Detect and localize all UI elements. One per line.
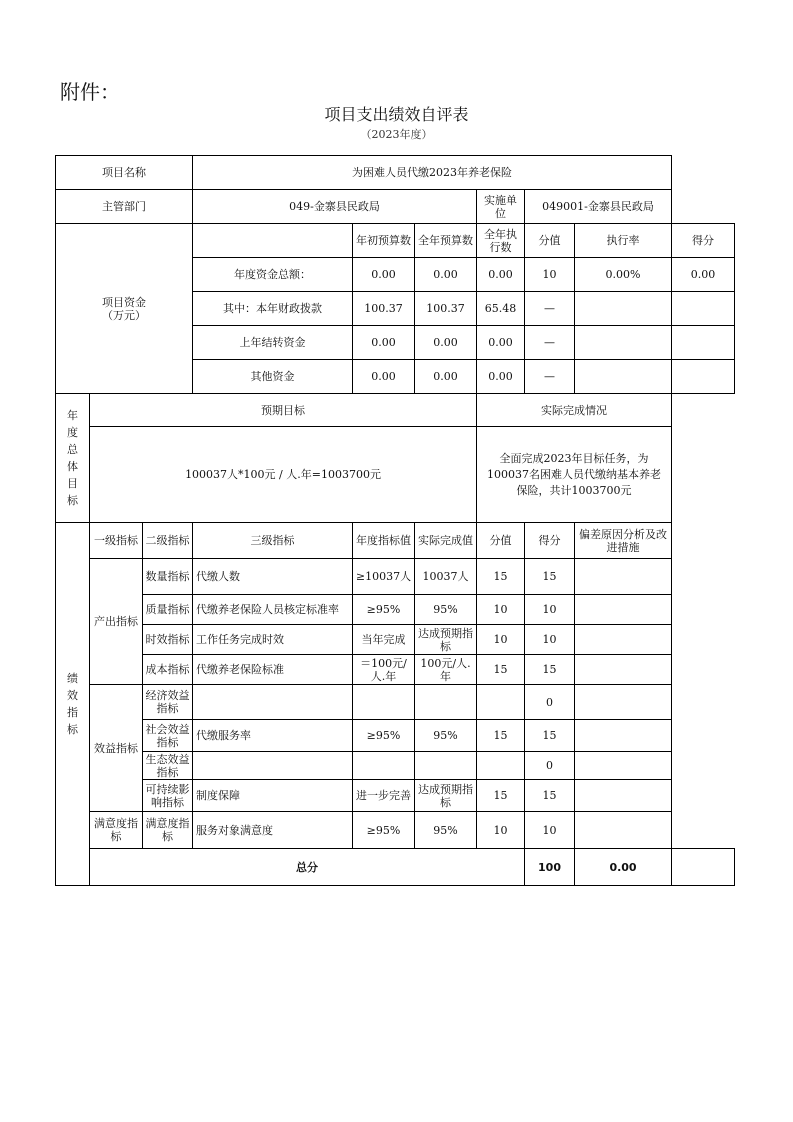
perf-note	[575, 752, 672, 780]
perf-note	[575, 559, 672, 595]
funds-label-line1: 项目资金	[102, 295, 146, 309]
funds-rate	[575, 360, 672, 394]
perf-score: 15	[525, 720, 575, 752]
perf-header-note: 偏差原因分析及改进措施	[575, 523, 672, 559]
perf-level2: 社会效益指标	[143, 720, 193, 752]
perf-note	[575, 655, 672, 685]
perf-score: 10	[525, 625, 575, 655]
funds-initial: 100.37	[353, 292, 415, 326]
perf-actual: 95%	[415, 812, 477, 849]
perf-level3	[193, 752, 353, 780]
perf-score-value: 15	[477, 655, 525, 685]
perf-header-actual: 实际完成值	[415, 523, 477, 559]
perf-header-level3: 三级指标	[193, 523, 353, 559]
perf-actual	[415, 752, 477, 780]
goals-label	[56, 394, 90, 523]
actual-goal: 全面完成2023年目标任务，为100037名困难人员代缴纳基本养老保险，共计1003700元	[477, 427, 672, 523]
funds-score-value: —	[525, 292, 575, 326]
perf-note	[575, 685, 672, 720]
perf-score-value: 10	[477, 595, 525, 625]
perf-header-level1: 一级指标	[90, 523, 143, 559]
total-note	[672, 849, 735, 886]
perf-level3	[193, 685, 353, 720]
funds-row-label: 年度资金总额：	[193, 258, 353, 292]
perf-level2: 数量指标	[143, 559, 193, 595]
funds-score-value: —	[525, 326, 575, 360]
performance-label-text: 绩效指标	[67, 672, 78, 736]
perf-note	[575, 812, 672, 849]
funds-header-score: 得分	[672, 224, 735, 258]
perf-actual: 95%	[415, 720, 477, 752]
perf-level3: 代缴人数	[193, 559, 353, 595]
perf-score: 10	[525, 812, 575, 849]
perf-score-value: 10	[477, 625, 525, 655]
perf-header-target: 年度指标值	[353, 523, 415, 559]
perf-score: 15	[525, 780, 575, 812]
level1-benefit: 效益指标	[90, 685, 143, 812]
perf-header-score: 得分	[525, 523, 575, 559]
perf-score-value	[477, 752, 525, 780]
perf-level2: 满意度指标	[143, 812, 193, 849]
unit-label: 实施单位	[477, 190, 525, 224]
perf-score-value: 15	[477, 720, 525, 752]
funds-header-annual: 全年预算数	[415, 224, 477, 258]
funds-annual: 0.00	[415, 326, 477, 360]
funds-score	[672, 360, 735, 394]
perf-level2: 可持续影响指标	[143, 780, 193, 812]
funds-score	[672, 326, 735, 360]
year-subtitle: （2023年度）	[360, 128, 433, 141]
perf-target: ≥95%	[353, 595, 415, 625]
expected-goal: 100037人*100元 / 人.年=1003700元	[90, 427, 477, 523]
perf-target: 当年完成	[353, 625, 415, 655]
actual-goal-label: 实际完成情况	[477, 394, 672, 427]
perf-score-value: 15	[477, 780, 525, 812]
funds-header-rate: 执行率	[575, 224, 672, 258]
perf-level3: 代缴养老保险人员核定标准率	[193, 595, 353, 625]
funds-score: 0.00	[672, 258, 735, 292]
funds-initial: 0.00	[353, 258, 415, 292]
attachment-label: 附件：	[60, 80, 120, 104]
perf-level3: 工作任务完成时效	[193, 625, 353, 655]
funds-score-value: —	[525, 360, 575, 394]
funds-executed: 0.00	[477, 326, 525, 360]
perf-level2: 成本指标	[143, 655, 193, 685]
funds-row-label: 其中：本年财政拨款	[193, 292, 353, 326]
perf-target: ≥95%	[353, 812, 415, 849]
total-score-value: 100	[525, 849, 575, 886]
level1-output: 产出指标	[90, 559, 143, 685]
funds-score-value: 10	[525, 258, 575, 292]
perf-score: 15	[525, 559, 575, 595]
perf-level2: 质量指标	[143, 595, 193, 625]
perf-target	[353, 752, 415, 780]
perf-score-value	[477, 685, 525, 720]
perf-score: 10	[525, 595, 575, 625]
perf-level3: 制度保障	[193, 780, 353, 812]
funds-header-blank	[193, 224, 353, 258]
dept-value: 049-金寨县民政局	[193, 190, 477, 224]
funds-initial: 0.00	[353, 360, 415, 394]
perf-note	[575, 780, 672, 812]
funds-header-executed: 全年执行数	[477, 224, 525, 258]
perf-target	[353, 685, 415, 720]
funds-label	[56, 224, 193, 394]
perf-actual	[415, 685, 477, 720]
perf-header-score-value: 分值	[477, 523, 525, 559]
perf-target: ＝100元/人.年	[353, 655, 415, 685]
funds-annual: 0.00	[415, 258, 477, 292]
perf-score: 0	[525, 752, 575, 780]
funds-row-label: 其他资金	[193, 360, 353, 394]
funds-annual: 0.00	[415, 360, 477, 394]
funds-initial: 0.00	[353, 326, 415, 360]
perf-actual: 95%	[415, 595, 477, 625]
funds-header-initial: 年初预算数	[353, 224, 415, 258]
perf-target: 进一步完善	[353, 780, 415, 812]
funds-header-score-value: 分值	[525, 224, 575, 258]
perf-level3: 代缴服务率	[193, 720, 353, 752]
perf-score-value: 15	[477, 559, 525, 595]
funds-annual: 100.37	[415, 292, 477, 326]
funds-executed: 0.00	[477, 258, 525, 292]
perf-target: ≥10037人	[353, 559, 415, 595]
funds-rate: 0.00%	[575, 258, 672, 292]
perf-level2: 时效指标	[143, 625, 193, 655]
level1-satisfaction: 满意度指标	[90, 812, 143, 849]
perf-header-level2: 二级指标	[143, 523, 193, 559]
project-name: 为困难人员代缴2023年养老保险	[193, 156, 672, 190]
perf-score: 15	[525, 655, 575, 685]
expected-goal-label: 预期目标	[90, 394, 477, 427]
perf-level3: 代缴养老保险标准	[193, 655, 353, 685]
funds-executed: 65.48	[477, 292, 525, 326]
perf-level2: 生态效益指标	[143, 752, 193, 780]
unit-value: 049001-金寨县民政局	[525, 190, 672, 224]
funds-label-line2: （万元）	[102, 308, 146, 322]
perf-score-value: 10	[477, 812, 525, 849]
perf-note	[575, 595, 672, 625]
goals-label-text: 年度总体目标	[67, 409, 78, 507]
total-score: 0.00	[575, 849, 672, 886]
page-title: 项目支出绩效自评表	[324, 105, 469, 124]
project-name-label: 项目名称	[56, 156, 193, 190]
performance-label	[56, 523, 90, 886]
perf-actual: 100元/人.年	[415, 655, 477, 685]
funds-row-label: 上年结转资金	[193, 326, 353, 360]
perf-actual: 达成预期指标	[415, 780, 477, 812]
perf-level2: 经济效益指标	[143, 685, 193, 720]
perf-target: ≥95%	[353, 720, 415, 752]
dept-label: 主管部门	[56, 190, 193, 224]
perf-level3: 服务对象满意度	[193, 812, 353, 849]
perf-actual: 达成预期指标	[415, 625, 477, 655]
funds-score	[672, 292, 735, 326]
perf-note	[575, 625, 672, 655]
perf-note	[575, 720, 672, 752]
perf-actual: 10037人	[415, 559, 477, 595]
funds-executed: 0.00	[477, 360, 525, 394]
perf-score: 0	[525, 685, 575, 720]
funds-rate	[575, 292, 672, 326]
performance-table	[55, 155, 735, 886]
total-label: 总分	[90, 849, 525, 886]
funds-rate	[575, 326, 672, 360]
